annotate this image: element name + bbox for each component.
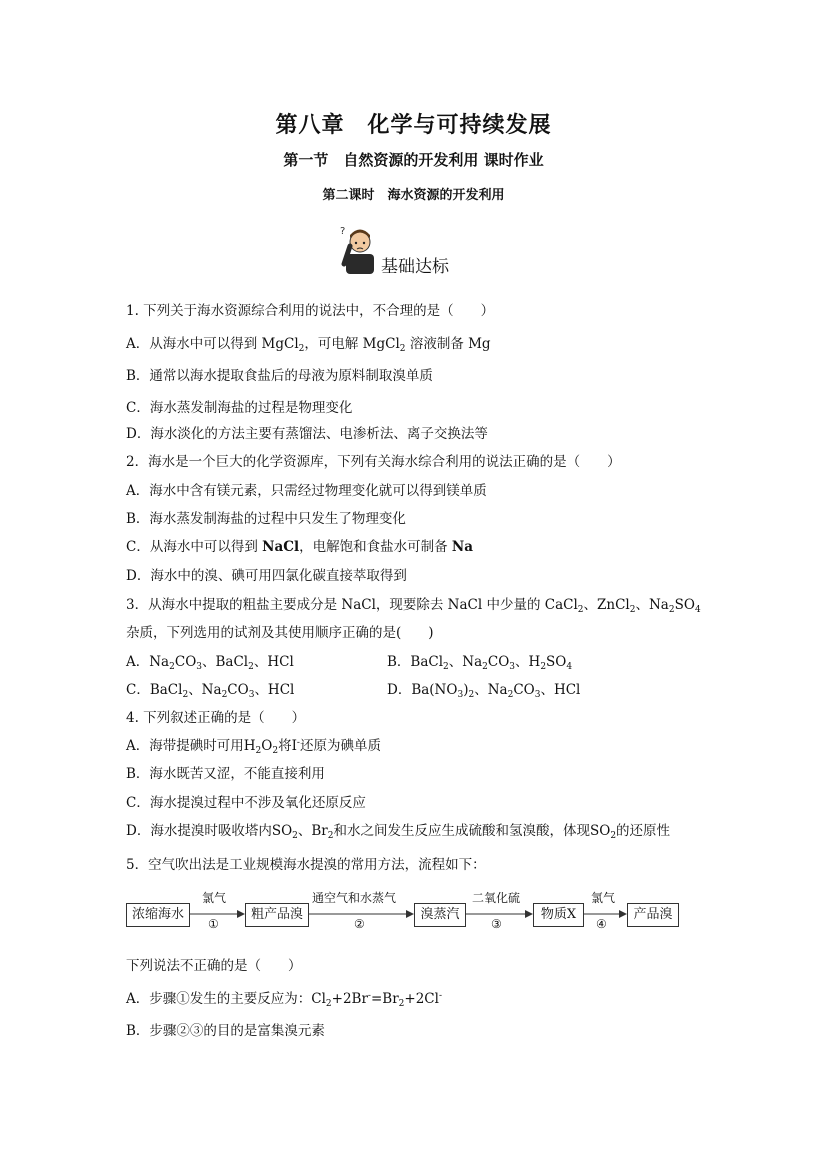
q4-option-d: D．海水提溴时吸收塔内$SO_2$、$Br_2$和水之间发生反应生成硫酸和氢溴酸，体现$SO_2$的还原性	[126, 823, 671, 841]
q1-option-b: B．通常以海水提取食盐后的母液为原料制取溴单质	[126, 368, 433, 384]
q4-option-b: B．海水既苦又涩，不能直接利用	[126, 766, 325, 782]
chapter-title: 第八章 化学与可持续发展	[275, 112, 552, 138]
q2-option-b: B．海水蒸发制海盐的过程中只发生了物理变化	[126, 511, 406, 527]
q3-stem: 3．从海水中提取的粗盐主要成分是 NaCl，现要除去 NaCl 中少量的 CaCl$_2$、ZnCl$_2$、$Na_2SO_4$	[126, 597, 701, 615]
flow-step-1: ①	[208, 917, 219, 931]
q1-option-c: C．海水蒸发制海盐的过程是物理变化	[126, 400, 353, 416]
q3-option-c: C．BaCl$_2$、$Na_2CO_3$、HCl	[126, 682, 295, 700]
flow-label-air-steam: 通空气和水蒸气	[312, 891, 397, 905]
flow-box-substance-x: 物质X	[533, 903, 584, 927]
q4-stem: 4. 下列叙述正确的是（ ）	[126, 710, 306, 726]
badge-label: 基础达标	[381, 257, 449, 277]
flow-box-concentrated-seawater: 浓缩海水	[126, 903, 190, 927]
flow-step-2: ②	[354, 917, 365, 931]
q2-option-c: C．从海水中可以得到 NaCl，电解饱和食盐水可制备 Na	[126, 539, 473, 555]
flow-box-crude-bromine: 粗产品溴	[245, 903, 309, 927]
q1-option-d: D．海水淡化的方法主要有蒸馏法、电渗析法、离子交换法等	[126, 426, 488, 442]
flow-box-bromine-vapor: 溴蒸汽	[414, 903, 466, 927]
bromine-extraction-flowchart	[126, 893, 686, 939]
flow-label-sulfur-dioxide: 二氧化硫	[472, 891, 521, 905]
flow-step-3: ③	[491, 917, 502, 931]
q5-ask: 下列说法不正确的是（ ）	[126, 958, 302, 974]
flow-box-product-bromine: 产品溴	[627, 903, 679, 927]
q5-option-a: A．步骤①发生的主要反应为：$Cl_2+2Br^-=Br_2+2Cl^-$	[126, 991, 442, 1009]
q4-option-a: A．海带提碘时可用$H_2O_2$将I-还原为碘单质	[126, 738, 381, 756]
q3-option-d: D．$Ba(NO_3)_2$、$Na_2CO_3$、HCl	[387, 682, 581, 700]
q3-stem-line2: 杂质，下列选用的试剂及其使用顺序正确的是( )	[126, 625, 434, 641]
q3-option-a: A．$Na_2CO_3$、BaCl$_2$、HCl	[126, 654, 294, 672]
q2-stem: 2．海水是一个巨大的化学资源库，下列有关海水综合利用的说法正确的是（ ）	[126, 454, 621, 470]
flow-label-chlorine-1: 氯气	[202, 891, 227, 905]
q1-option-a: A．从海水中可以得到 MgCl$_2$，可电解 MgCl$_2$ 溶液制备 Mg	[126, 336, 491, 354]
q3-option-b: B．BaCl$_2$、$Na_2CO_3$、$H_2SO_4$	[387, 654, 573, 672]
student-thinking-icon	[340, 224, 380, 274]
q1-stem: 1. 下列关于海水资源综合利用的说法中，不合理的是（ ）	[126, 303, 495, 319]
flow-label-chlorine-2: 氯气	[591, 891, 616, 905]
q2-option-a: A．海水中含有镁元素，只需经过物理变化就可以得到镁单质	[126, 483, 487, 499]
section-title: 第一节 自然资源的开发利用 课时作业	[283, 151, 544, 169]
q5-option-b: B．步骤②③的目的是富集溴元素	[126, 1023, 325, 1039]
q5-stem: 5．空气吹出法是工业规模海水提溴的常用方法，流程如下：	[126, 857, 486, 873]
flow-step-4: ④	[596, 917, 607, 931]
lesson-title: 第二课时 海水资源的开发利用	[322, 188, 505, 203]
q2-option-d: D．海水中的溴、碘可用四氯化碳直接萃取得到	[126, 568, 407, 584]
svg-text:?: ?	[340, 226, 346, 237]
q4-option-c: C．海水提溴过程中不涉及氧化还原反应	[126, 795, 366, 811]
